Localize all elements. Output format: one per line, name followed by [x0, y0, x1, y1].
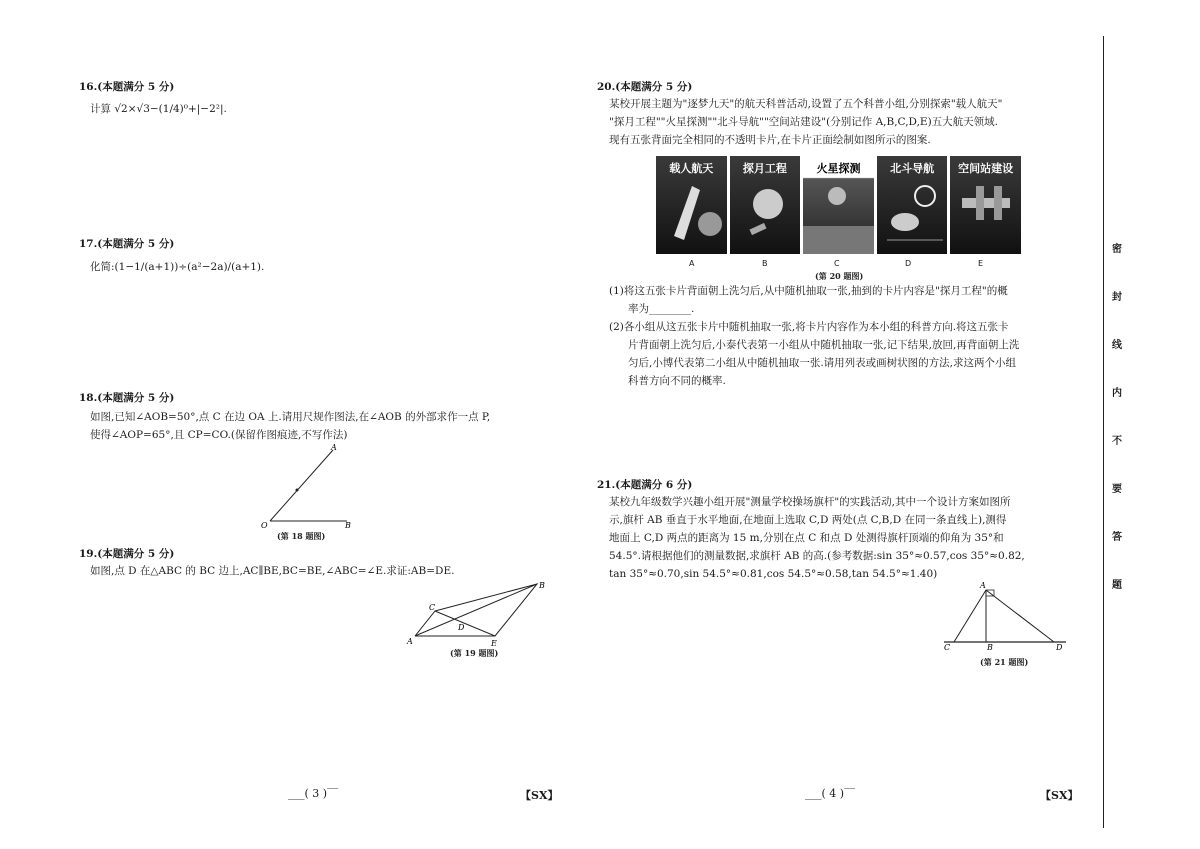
q20-part1-line2: 率为________.: [628, 303, 695, 315]
sight-line-d: [986, 590, 1054, 642]
q17-expression: 化简:(1−1/(a+1))÷(a²−2a)/(a+1).: [90, 261, 265, 273]
subject-tag-left: 【SX】: [520, 789, 559, 802]
q16-expression: 计算 √2×√3−(1/4)⁰+|−2²|.: [90, 103, 227, 115]
seal-char: 密: [1112, 244, 1122, 255]
label-o: O: [261, 521, 268, 530]
q21-caption: (第 21 题图): [980, 657, 1029, 667]
card-e: [950, 156, 1021, 254]
label-b: B: [987, 643, 993, 652]
point-c: [296, 489, 299, 492]
q19-figure: [405, 578, 555, 648]
card-title: 火星探测: [816, 162, 861, 175]
q16-heading: 16.(本题满分 5 分): [79, 81, 175, 93]
card-title: 探月工程: [742, 162, 787, 175]
label-d: D: [1056, 643, 1063, 652]
seal-char: 答: [1112, 532, 1122, 543]
seal-char: 封: [1112, 292, 1122, 303]
label-e: E: [491, 639, 497, 648]
seal-char: 题: [1112, 580, 1122, 591]
label-a: A: [331, 443, 337, 452]
label-c: C: [944, 643, 951, 652]
seal-char: 线: [1112, 340, 1122, 351]
q20-text-line1: 某校开展主题为"逐梦九天"的航天科普活动,设置了五个科普小组,分别探索"载人航天": [609, 98, 1003, 110]
q20-caption: (第 20 题图): [815, 271, 864, 281]
q18-text-line2: 使得∠AOP=65°,且 CP=CO.(保留作图痕迹,不写作法): [90, 429, 348, 441]
ray-oa: [270, 450, 333, 521]
q20-text-line2: "探月工程""火星探测""北斗导航""空间站建设"(分别记作 A,B,C,D,E)五大航天领域.: [609, 116, 999, 128]
page-number-value: 4: [829, 787, 837, 800]
seal-char: 不: [1112, 436, 1122, 447]
label-b: B: [345, 521, 351, 530]
label-a: A: [980, 581, 986, 590]
q18-caption: (第 18 题图): [277, 531, 326, 541]
q20-part2-line2: 片背面朝上洗匀后,小泰代表第一小组从中随机抽取一张,记下结果,放回,再背面朝上洗: [628, 339, 1020, 351]
card-title: 空间站建设: [958, 162, 1014, 175]
page-number-right: ___( 4 )‾‾: [805, 787, 856, 800]
q20-text-line3: 现有五张背面完全相同的不透明卡片,在卡片正面绘制如图所示的图案.: [609, 134, 931, 146]
label-b: B: [539, 581, 545, 590]
sight-line-c: [954, 590, 986, 642]
q19-caption: (第 19 题图): [450, 648, 499, 658]
card-letter-e: E: [978, 259, 984, 268]
q18-figure: [255, 440, 365, 535]
q21-text-line1: 某校九年级数学兴趣小组开展"测量学校操场旗杆"的实践活动,其中一个设计方案如图所: [609, 496, 1011, 508]
q21-text-line2: 示,旗杆 AB 垂直于水平地面,在地面上选取 C,D 两处(点 C,B,D 在同一条直线上),测得: [609, 514, 1007, 526]
q21-figure: [938, 578, 1073, 654]
card-title: 载人航天: [669, 162, 714, 175]
card-c: [803, 156, 874, 254]
q19-heading: 19.(本题满分 5 分): [79, 548, 175, 560]
card-letter-b: B: [762, 259, 768, 268]
q20-part2-line1: (2)各小组从这五张卡片中随机抽取一张,将卡片内容作为本小组的科普方向.将这五张卡: [609, 321, 1009, 333]
q17-heading: 17.(本题满分 5 分): [79, 238, 175, 250]
q21-heading: 21.(本题满分 6 分): [597, 479, 693, 491]
q21-text-line5: tan 35°≈0.70,sin 54.5°≈0.81,cos 54.5°≈0.58,tan 54.5°≈1.40): [609, 568, 938, 580]
q18-heading: 18.(本题满分 5 分): [79, 392, 175, 404]
q20-part2-line3: 匀后,小博代表第二小组从中随机抽取一张.请用列表或画树状图的方法,求这两个小组: [628, 357, 1017, 369]
q19-text-line1: 如图,点 D 在△ABC 的 BC 边上,AC∥BE,BC=BE,∠ABC=∠E.求证:AB=DE.: [90, 565, 455, 577]
label-d: D: [458, 623, 465, 632]
q20-heading: 20.(本题满分 5 分): [597, 81, 693, 93]
q20-card-row: [656, 156, 1021, 254]
q20-part1-line1: (1)将这五张卡片背面朝上洗匀后,从中随机抽取一张,抽到的卡片内容是"探月工程"的概: [609, 285, 1008, 297]
subject-tag-right: 【SX】: [1040, 789, 1079, 802]
card-title: 北斗导航: [890, 162, 935, 175]
label-a: A: [407, 637, 413, 646]
card-b: [730, 156, 801, 254]
q20-part2-line4: 科普方向不同的概率.: [628, 375, 726, 387]
label-c: C: [429, 603, 436, 612]
q21-text-line3: 地面上 C,D 两点的距离为 15 m,分别在点 C 和点 D 处测得旗杆顶端的仰角为 35°和: [609, 532, 1004, 544]
seal-char: 要: [1112, 484, 1122, 495]
card-letter-c: C: [834, 259, 840, 268]
q21-text-line4: 54.5°.请根据他们的测量数据,求旗杆 AB 的高.(参考数据:sin 35°≈0.57,cos 35°≈0.82,: [609, 550, 1025, 562]
q18-text-line1: 如图,已知∠AOB=50°,点 C 在边 OA 上.请用尺规作图法,在∠AOB 的外部求作一点 P,: [90, 411, 491, 423]
page-number-value: 3: [312, 787, 320, 800]
card-letter-a: A: [689, 259, 695, 268]
page-number-left: ___( 3 )‾‾: [288, 787, 339, 800]
card-a: [656, 156, 727, 254]
card-d: [877, 156, 948, 254]
card-letter-d: D: [905, 259, 912, 268]
seal-char: 内: [1112, 388, 1122, 399]
